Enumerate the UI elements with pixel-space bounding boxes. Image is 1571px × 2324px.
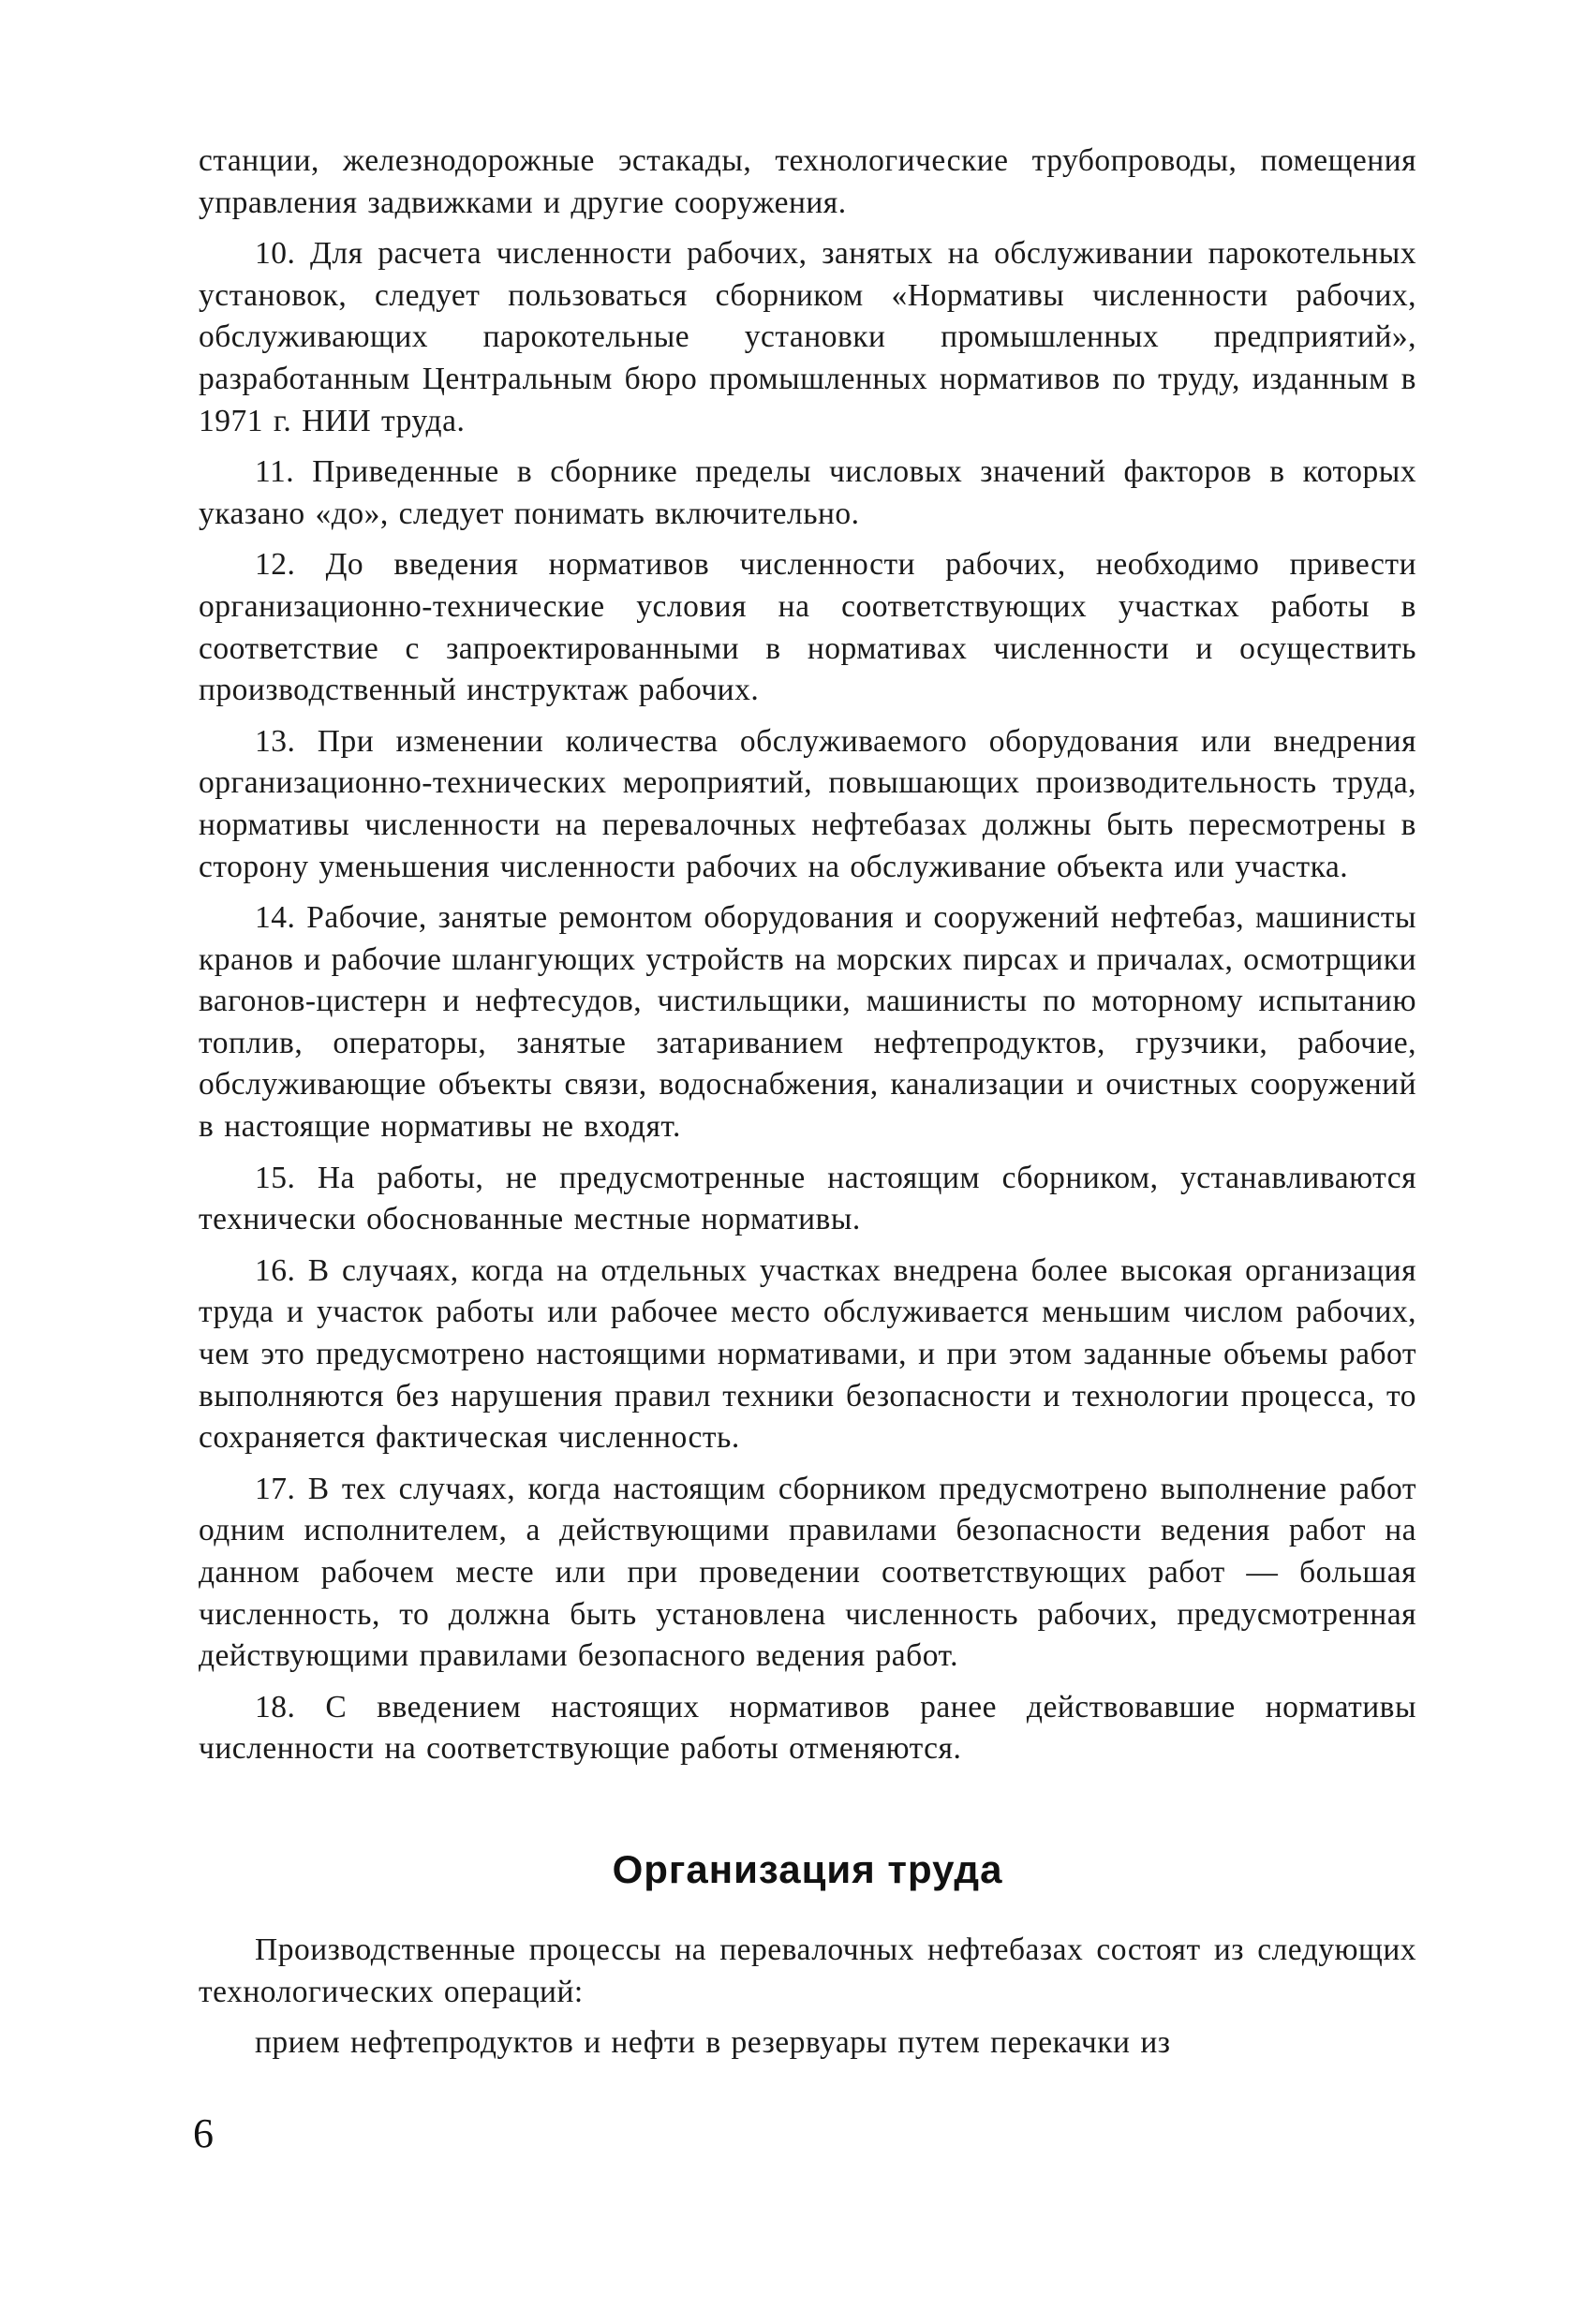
document-page <box>199 141 1416 2074</box>
paragraph-10: 10. Для расчета численности рабочих, занятых на обслуживании парокотельных установок, следует пользоваться сборником «Нормативы численности рабочих, обслуживающих парокотельные установки промышленных предприятий», разработанным Центральным бюро промышленных нормативов по труду, изданным в 1971 г. НИИ труда. <box>199 236 1416 438</box>
paragraph-15: 15. На работы, не предусмотренные настоящим сборником, устанавливаются технически обоснованные местные нормативы. <box>199 1160 1416 1237</box>
page-number: 6 <box>193 2110 214 2156</box>
section-title: Организация труда <box>612 1846 1003 1891</box>
paragraph-16: 16. В случаях, когда на отдельных участках внедрена более высокая организация труда и участок работы или рабочее место обслуживается меньшим числом рабочих, чем это предусмотрено настоящими нормативами, и при этом заданные объемы работ выполняются без нарушения правил техники безопасности и технологии процесса, то сохраняется фактическая численность. <box>199 1252 1416 1456</box>
section-paragraph-intro: Производственные процессы на перевалочных нефтебазах состоят из следующих технологических операций: <box>199 1932 1416 2009</box>
paragraph-13: 13. При изменении количества обслуживаемого оборудования или внедрения организационно-технических мероприятий, повышающих производительность труда, нормативы численности на перевалочных нефтебазах должны быть пересмотрены в сторону уменьшения численности рабочих на обслуживание объекта или участка. <box>199 723 1416 884</box>
paragraph-12: 12. До введения нормативов численности рабочих, необходимо привести организационно-технические условия на соответствующих участках работы в соответствие с запроектированными в нормативах численности и осуществить производственный инструктаж рабочих. <box>199 547 1416 708</box>
paragraph-11: 11. Приведенные в сборнике пределы числовых значений факторов в которых указано «до», следует понимать включительно. <box>199 454 1416 531</box>
paragraph-18: 18. С введением настоящих нормативов ранее действовавшие нормативы численности на соответствующие работы отменяются. <box>199 1689 1416 1767</box>
intro-paragraph: станции, железнодорожные эстакады, технологические трубопроводы, помещения управления задвижками и другие сооружения. <box>199 143 1416 220</box>
paragraph-17: 17. В тех случаях, когда настоящим сборником предусмотрено выполнение работ одним исполнителем, а действующими правилами безопасности ведения работ на данном рабочем месте или при проведении соответствующих работ — большая численность, то должна быть установлена численность рабочих, предусмотренная действующими правилами безопасного ведения работ. <box>199 1471 1416 1674</box>
paragraph-14: 14. Рабочие, занятые ремонтом оборудования и сооружений нефтебаз, машинисты кранов и рабочие шлангующих устройств на морских пирсах и причалах, осмотрщики вагонов-цистерн и нефтесудов, чистильщики, машинисты по моторному испытанию топлив, операторы, занятые затариванием нефтепродуктов, грузчики, рабочие, обслуживающие объекты связи, водоснабжения, канализации и очистных сооружений в настоящие нормативы не входят. <box>199 900 1416 1145</box>
section-paragraph-list-item: прием нефтепродуктов и нефти в резервуары путем перекачки из <box>255 2025 1171 2061</box>
